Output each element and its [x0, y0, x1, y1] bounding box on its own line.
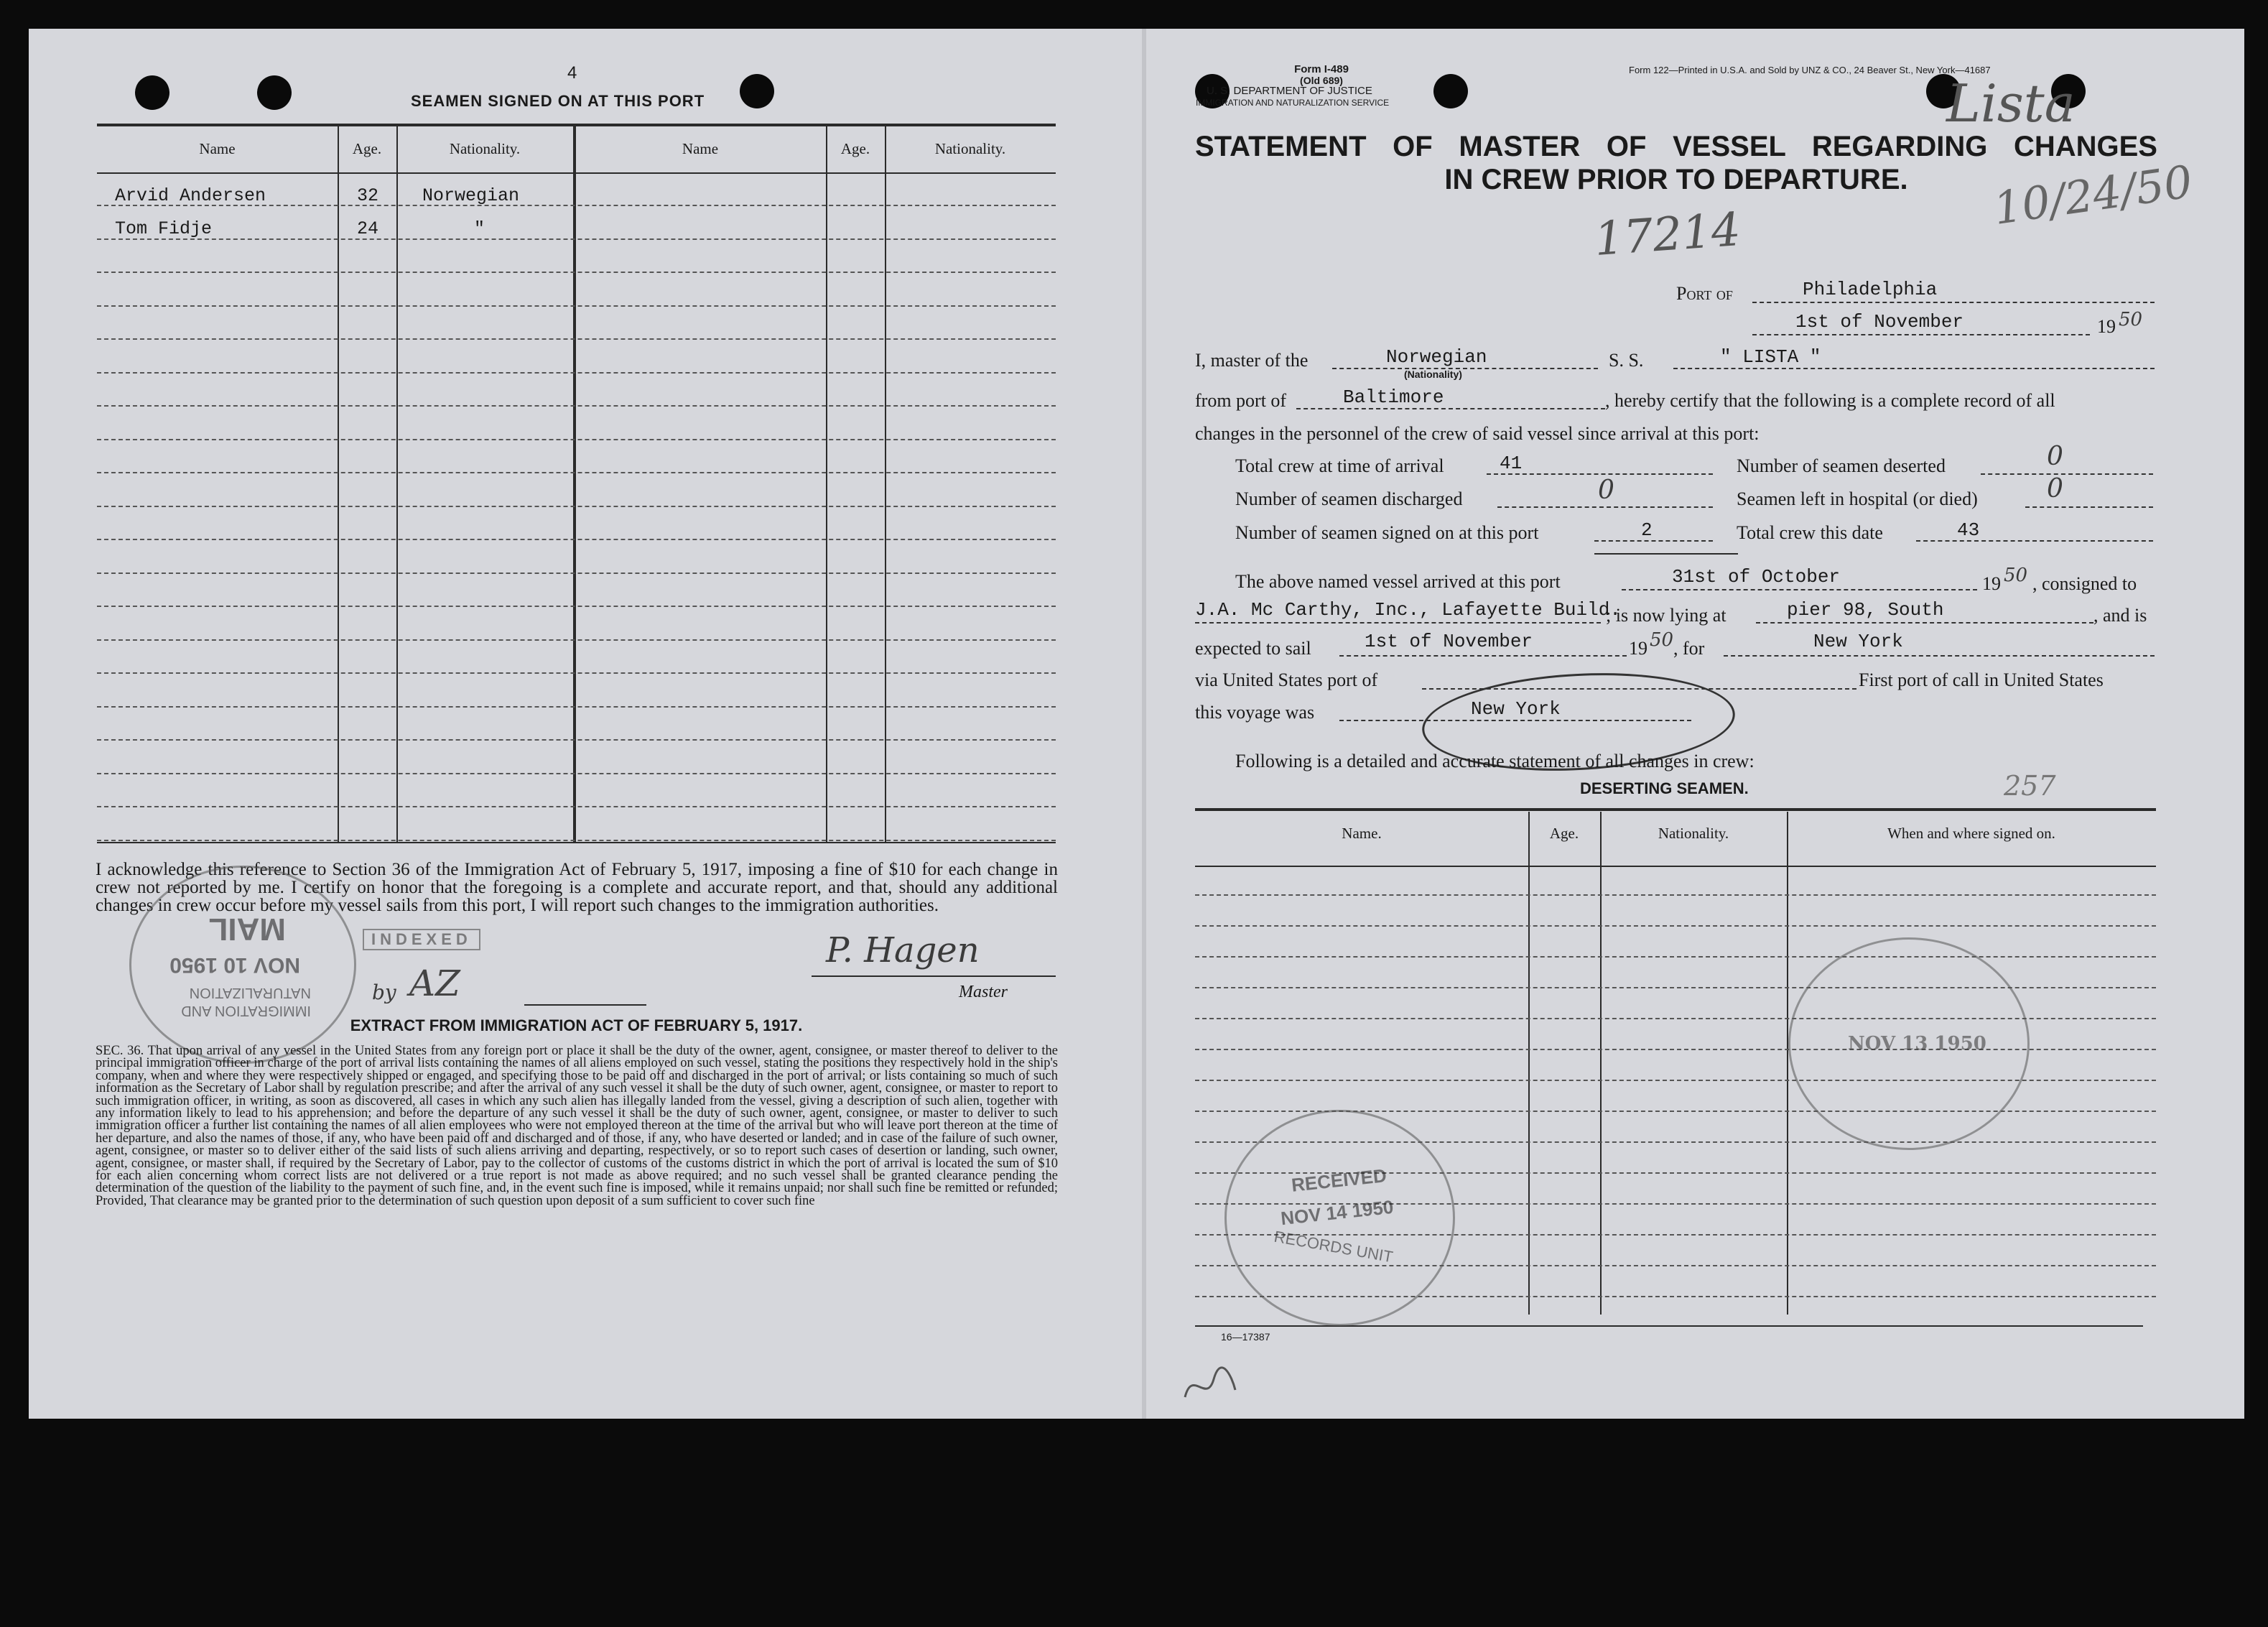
nationality-line — [1332, 368, 1598, 369]
lying-label: ; is now lying at — [1606, 605, 1726, 626]
table-row-rule — [97, 439, 1056, 440]
ss-label: S. S. — [1609, 350, 1644, 371]
discharged-label: Number of seamen discharged — [1235, 488, 1463, 509]
col-divider — [338, 124, 339, 842]
row-2-nationality: " — [474, 218, 485, 239]
mail-stamp-line1: IMMIGRATION AND — [181, 1003, 311, 1019]
certify-text: , hereby certify that the following is a complete record of all — [1605, 390, 2055, 411]
row-2-age: 24 — [357, 218, 379, 239]
master-signature: P. Hagen — [826, 930, 980, 970]
table-row-rule — [97, 472, 1056, 473]
handwritten-number: 17214 — [1592, 203, 1742, 267]
total-date-label: Total crew this date — [1737, 522, 1883, 543]
voyage-label: this voyage was — [1195, 702, 1315, 723]
table-top-rule — [97, 124, 1056, 126]
master-label: Master — [959, 983, 1008, 1001]
deserted-line — [1981, 473, 2153, 475]
desert-table-header-rule — [1195, 866, 2156, 867]
desert-col-signed-on: When and where signed on. — [1887, 825, 2055, 842]
row-1-name: Arvid Andersen — [115, 185, 266, 206]
port-label: Port of — [1676, 283, 1733, 304]
port-value: Philadelphia — [1803, 279, 1938, 300]
for-value: New York — [1813, 631, 1903, 652]
handwritten-ship: Lista — [1946, 73, 2076, 134]
for-line — [1724, 655, 2155, 657]
arrived-line — [1622, 589, 1977, 590]
printer-note: Form 122—Printed in U.S.A. and Sold by UNZ & CO., 24 Beaver St., New York—41687 — [1629, 65, 1991, 75]
table-row-rule — [97, 573, 1056, 574]
punch-hole — [740, 74, 774, 108]
consigned-label: , consigned to — [2032, 573, 2137, 594]
expected-year-prefix: 19 — [1629, 638, 1647, 659]
discharged-line — [1497, 506, 1713, 508]
arrived-label: The above named vessel arrived at this port — [1235, 571, 1561, 592]
following-text: Following is a detailed and accurate statement of all changes in crew: — [1235, 751, 1755, 771]
table-bottom-rule — [97, 842, 1056, 843]
discharged-value: 0 — [1598, 476, 1614, 505]
year-prefix: 19 — [2097, 316, 2116, 337]
vessel-name: " LISTA " — [1720, 346, 1821, 368]
expected-year: 50 — [1650, 629, 1674, 651]
deserting-heading: DESERTING SEAMEN. — [1580, 779, 1749, 797]
desert-col-divider — [1528, 812, 1530, 1315]
certify-text-2: changes in the personnel of the crew of said vessel since arrival at this port: — [1195, 423, 1760, 444]
desert-col-age: Age. — [1549, 825, 1579, 842]
port-line — [1752, 302, 2155, 303]
table-row-rule — [97, 639, 1056, 641]
extract-text: SEC. 36. That upon arrival of any vessel in the United States from any foreign port or place it shall be the duty of the owner, agent, consignee, or master thereof to deliver to the principal immigration officer in charge of the port of arrival lists containing the names of all aliens employed on such vessel, stating the positions they respectively hold in the ship's company, when and where they were respectively shipped or engaged, and specifying those to be paid off and discharged in the port of arrival; or lists containing so much of such information as the Secretary of Labor shall by regulation prescribe; and after the arrival of any such vessel it shall be the duty of such owner, agent, consignee, or master to report to such immigration officer, in writing, as soon as discovered, all cases in which any such alien has illegally landed from the vessel, giving a description of such alien, together with any information likely to lead to his apprehension; and before the departure of any such vessel it shall be the duty of such owner, agent, consignee, or master to deliver to such immigration officer a further list containing the names of all alien employees who were not employed thereon at the time of the arrival but who will leave port thereon at the time of her departure, and also the names of those, if any, who have been paid off and discharged and of those, if any, who have deserted or landed; and in case of the failure of such owner, agent, consignee, or master so to deliver either of the said lists of such aliens arriving and departing, respectively, or so to report such cases of desertion or landing, such owner, agent, consignee, or master shall, if required by the Secretary of Labor, pay to the collector of customs of the customs district in which the port of arrival is located the sum of $10 for each alien concerning whom correct lists are not delivered or a true report is not made as above required; and no such vessel shall be granted clearance pending the determination of the question of the liability to the payment of such fine, and, in the event such fine is imposed, while it remains unpaid; nor shall such fine be remitted or refunded; Provided, That clearance may be granted prior to the determination of such question upon deposit of a sum sufficient to cover such fine — [96, 1044, 1058, 1208]
lying-value: pier 98, South — [1787, 599, 1944, 621]
col-header-nationality-2: Nationality. — [934, 140, 1006, 157]
col-header-name-2: Name — [682, 140, 719, 157]
table-row-rule — [97, 606, 1056, 607]
for-label: , for — [1673, 638, 1705, 659]
punch-hole — [135, 75, 169, 110]
table-row-rule — [97, 706, 1056, 708]
total-arrival-label: Total crew at time of arrival — [1235, 455, 1444, 476]
date-value: 1st of November — [1795, 311, 1964, 333]
col-header-nationality: Nationality. — [449, 140, 521, 157]
total-date-line — [1916, 540, 2153, 542]
extract-title: EXTRACT FROM IMMIGRATION ACT OF FEBRUARY 5, 1917. — [350, 1016, 803, 1034]
total-arrival-value: 41 — [1500, 453, 1523, 474]
table-row-rule — [97, 238, 1056, 240]
signed-on-label: Number of seamen signed on at this port — [1235, 522, 1539, 543]
table-row-rule — [97, 806, 1056, 807]
voyage-value: New York — [1471, 698, 1561, 720]
received-stamp-unit: RECORDS UNIT — [1273, 1227, 1395, 1266]
first-port-label: First port of call in United States — [1859, 669, 2104, 690]
received-stamp-word: RECEIVED — [1290, 1164, 1388, 1196]
lying-line — [1756, 622, 2093, 624]
deserted-value: 0 — [2047, 442, 2063, 471]
col-divider — [885, 124, 886, 842]
deserted-label: Number of seamen deserted — [1737, 455, 1946, 476]
table-row-rule — [97, 272, 1056, 273]
col-divider — [396, 124, 398, 842]
and-is-label: , and is — [2093, 605, 2147, 626]
left-heading: SEAMEN SIGNED ON AT THIS PORT — [411, 92, 705, 110]
col-divider-center — [573, 124, 576, 842]
table-row-rule — [97, 405, 1056, 407]
row-1-nationality: Norwegian — [422, 185, 520, 206]
consignee-value: J.A. Mc Carthy, Inc., Lafayette Build. — [1195, 599, 1621, 621]
hospital-value: 0 — [2047, 474, 2063, 504]
footer-code: 16—17387 — [1221, 1331, 1270, 1343]
punch-hole — [257, 75, 292, 110]
table-row-rule — [97, 372, 1056, 374]
col-header-age-2: Age. — [840, 140, 870, 157]
desert-row-rule — [1195, 956, 2156, 958]
expected-line — [1339, 655, 1627, 657]
page-fold — [1142, 29, 1146, 1419]
indexed-by: by — [372, 981, 396, 1004]
form-title-line2: IN CREW PRIOR TO DEPARTURE. — [1444, 164, 1908, 195]
arrived-year-prefix: 19 — [1982, 573, 2001, 594]
table-row-rule — [97, 739, 1056, 741]
arrived-year: 50 — [2004, 565, 2028, 586]
signed-on-line — [1594, 540, 1713, 542]
punch-hole — [1433, 74, 1468, 108]
expected-label: expected to sail — [1195, 638, 1311, 659]
consignee-line — [1195, 622, 1601, 624]
signed-on-value: 2 — [1641, 519, 1653, 541]
desert-col-nationality: Nationality. — [1658, 825, 1729, 842]
pencil-mark — [1178, 1361, 1242, 1412]
row-2-name: Tom Fidje — [115, 218, 213, 239]
table-row-rule — [97, 305, 1056, 307]
expected-value: 1st of November — [1365, 631, 1533, 652]
acknowledgement-text: I acknowledge this reference to Section 36 of the Immigration Act of February 5, 1917, imposing a fine of $10 for each change in crew not reported by me. I certify on honor that the foregoing is a complete and accurate report, and that, should any additional changes in crew occur before my vessel sails from this port, I will report such changes to the immigration authorities. — [96, 860, 1058, 915]
form-old-number: (Old 689) — [1300, 75, 1343, 86]
year-value: 50 — [2119, 309, 2143, 330]
service: IMMIGRATION AND NATURALIZATION SERVICE — [1196, 98, 1390, 108]
table-row-rule — [97, 338, 1056, 340]
handwritten-date: 10/24/50 — [1990, 154, 2196, 236]
row-1-age: 32 — [357, 185, 379, 206]
mail-stamp-date: NOV 10 1950 — [169, 953, 300, 977]
desert-row-rule — [1195, 925, 2156, 927]
desert-table-top-rule — [1195, 808, 2156, 811]
nationality-caption: (Nationality) — [1404, 368, 1462, 380]
table-row-rule — [97, 840, 1056, 841]
from-port-label: from port of — [1195, 390, 1287, 411]
desert-col-divider — [1600, 812, 1602, 1315]
date-line — [1752, 334, 2090, 335]
mail-stamp-line2: NATURALIZATION — [189, 985, 311, 1001]
nov13-stamp — [1788, 937, 2030, 1150]
table-header-rule — [97, 172, 1056, 174]
hospital-line — [2025, 506, 2153, 508]
form-number: Form I-489 — [1294, 63, 1349, 75]
received-stamp-date: NOV 14 1950 — [1279, 1195, 1395, 1230]
vessel-line — [1673, 368, 2155, 369]
form-title-line1: STATEMENT OF MASTER OF VESSEL REGARDING CHANGES — [1195, 131, 2157, 162]
desert-row-rule — [1195, 894, 2156, 896]
col-header-name: Name — [199, 140, 236, 157]
table-row-rule — [97, 672, 1056, 674]
table-row-rule — [97, 539, 1056, 540]
desert-col-divider — [1787, 812, 1788, 1315]
col-header-age: Age. — [352, 140, 382, 157]
table-row-rule — [97, 506, 1056, 507]
nationality-value: Norwegian — [1386, 346, 1487, 368]
signed-on-total-rule — [1594, 553, 1738, 555]
nov13-stamp-date: NOV 13 1950 — [1848, 1033, 1986, 1054]
from-port-line — [1296, 408, 1605, 409]
indexed-stamp: INDEXED — [363, 929, 480, 950]
total-date-value: 43 — [1957, 519, 1980, 541]
hospital-label: Seamen left in hospital (or died) — [1737, 488, 1978, 509]
received-stamp — [1224, 1110, 1455, 1326]
desert-col-name: Name. — [1342, 825, 1382, 842]
table-row-rule — [97, 773, 1056, 774]
short-rule — [524, 1004, 646, 1006]
signature-line — [812, 975, 1056, 977]
col-divider — [826, 124, 827, 842]
arrived-value: 31st of October — [1672, 566, 1841, 588]
mail-stamp-word: MAIL — [208, 912, 286, 947]
master-of-label: I, master of the — [1195, 350, 1309, 371]
page-number: 4 — [567, 63, 577, 83]
from-port-value: Baltimore — [1343, 386, 1444, 408]
via-label: via United States port of — [1195, 669, 1378, 690]
department: U. S. DEPARTMENT OF JUSTICE — [1207, 85, 1372, 97]
deserting-number: 257 — [2004, 770, 2056, 802]
indexed-initials: AZ — [409, 963, 460, 1004]
